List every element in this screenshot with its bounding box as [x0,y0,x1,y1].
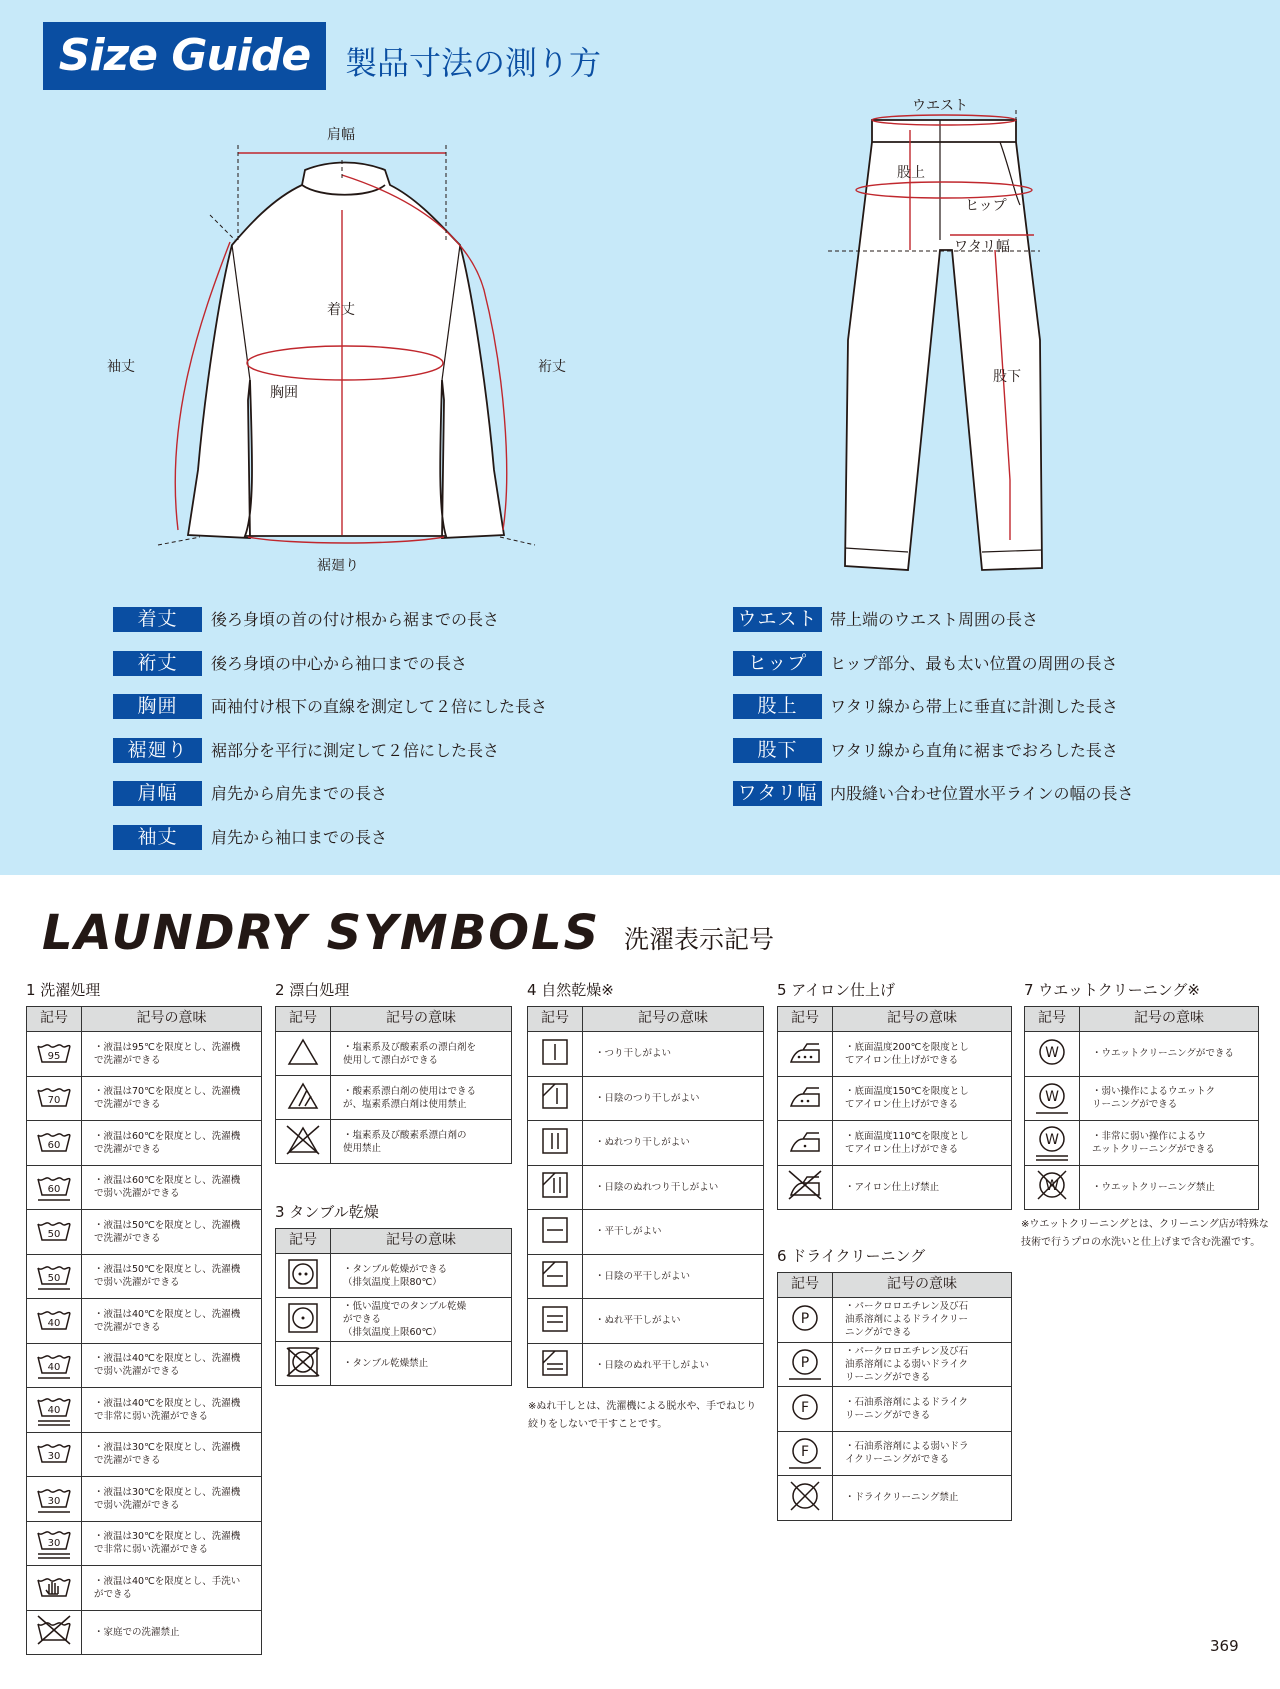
symbol-row [778,1342,1011,1387]
definition-term: 股上 [733,694,822,719]
label-sodetake: 袖丈 [107,359,135,375]
definition-desc: 肩先から袖口までの長さ [211,827,388,847]
svg-text:30: 30 [47,1451,61,1463]
svg-text:50: 50 [47,1273,61,1285]
symbol-meaning: ・液温は50℃を限度とし、洗濯機 で弱い洗濯ができる [94,1264,241,1289]
section-title: 1 洗濯処理 [26,981,101,999]
symbol-table [275,1006,512,1164]
definition-desc: 後ろ身頃の首の付け根から裾までの長さ [211,610,500,629]
wash-section [26,980,262,1655]
tubx-icon [27,1611,82,1655]
tri-icon [276,1032,331,1075]
svg-text:70: 70 [47,1095,61,1107]
symbol-row [27,1432,261,1477]
symbol-row [27,1387,261,1432]
symbol-row [276,1031,511,1075]
size-guide-subtitle: 製品寸法の測り方 [345,44,602,82]
symbol-meaning: ・低い温度でのタンブル乾燥 ができる （排気温度上限60℃） [343,1301,467,1338]
symbol-row [27,1254,261,1299]
symbol-meaning: ・ドライクリーニング禁止 [845,1492,959,1504]
symbol-row [778,1165,1011,1210]
symbol-row [528,1209,763,1254]
symbol-meaning: ・塩素系及び酸素系の漂白剤を 使用して漂白ができる [343,1041,477,1066]
symbol-row [27,1031,261,1076]
symbol-row [276,1075,511,1119]
symbol-row [276,1119,511,1163]
definition-term: 肩幅 [113,781,202,806]
tub-icon [27,1121,82,1165]
svg-text:W: W [1045,1089,1059,1106]
svg-text:60: 60 [47,1139,61,1151]
symbol-meaning: ・液温は50℃を限度とし、洗濯機 で洗濯ができる [94,1219,241,1244]
symbol-row [528,1254,763,1299]
symbol-row [276,1297,511,1341]
label-susomawari: 裾廻り [317,558,359,574]
symbol-meaning: ・パークロロエチレン及び石 油系溶剤による弱いドライク リーニングができる [845,1345,969,1383]
tub-icon [27,1077,82,1121]
symbol-row [778,1475,1011,1520]
tumble1-icon [276,1298,331,1341]
symbol-table [1024,1006,1259,1210]
symbol-row [276,1341,511,1385]
symbol-meaning: ・パークロロエチレン及び石 油系溶剤によるドライクリー ニングができる [845,1301,969,1339]
label-waist: ウエスト [912,98,968,114]
svg-text:40: 40 [47,1404,61,1416]
symbol-row [778,1031,1011,1076]
symbol-meaning: ・酸素系漂白剤の使用はできる が、塩素系漂白剤は使用禁止 [343,1085,477,1110]
tub-icon [27,1388,82,1432]
col-meaning-header: 記号の意味 [1134,1010,1204,1026]
tub-icon [27,1477,82,1521]
definition-desc: ワタリ線から帯上に垂直に計測した長さ [830,697,1118,716]
label-watari: ワタリ幅 [954,239,1010,255]
svg-text:40: 40 [47,1317,61,1329]
symbol-row [778,1297,1011,1342]
symbol-table [275,1228,512,1386]
symbol-meaning: ・ウエットクリーニング禁止 [1092,1181,1215,1193]
symbol-row [778,1431,1011,1476]
definition-desc: 両袖付け根下の直線を測定して２倍にした長さ [211,697,548,716]
d2-icon [528,1121,583,1165]
svg-text:W: W [1045,1044,1059,1061]
symbol-meaning: ・液温は95℃を限度とし、洗濯機 で洗濯ができる [94,1041,241,1066]
dry-note: ※ぬれ干しとは、洗濯機による脱水や、手でねじり 絞りをしないで干すことです。 [528,1401,757,1430]
circle-icon [778,1343,833,1387]
svg-text:W: W [1045,1178,1059,1195]
symbol-row [528,1076,763,1121]
symbol-meaning: ・底面温度150℃を限度とし てアイロン仕上げができる [845,1086,969,1111]
symbol-row [778,1120,1011,1165]
symbol-meaning: ・液温は40℃を限度とし、洗濯機 で洗濯ができる [94,1308,241,1333]
h2s-icon [528,1344,583,1388]
d2s-icon [528,1166,583,1210]
page-number: 369 [1210,1637,1239,1655]
label-yukitake: 裄丈 [538,359,566,375]
definition-term: ヒップ [733,651,822,676]
symbol-meaning: ・タンブル乾燥ができる （排気温度上限80℃） [343,1263,448,1288]
symbol-table [777,1272,1012,1521]
definition-desc: 内股縫い合わせ位置水平ラインの幅の長さ [830,784,1134,803]
symbol-meaning: ・液温は40℃を限度とし、手洗い ができる [94,1575,241,1600]
label-kitake: 着丈 [327,302,355,318]
tub-icon [27,1522,82,1566]
symbol-meaning: ・日陰のぬれ平干しがよい [595,1359,710,1371]
symbol-meaning: ・塩素系及び酸素系漂白剤の 使用禁止 [343,1129,467,1154]
svg-text:F: F [800,1399,810,1416]
symbol-meaning: ・液温は40℃を限度とし、洗濯機 で弱い洗濯ができる [94,1353,241,1378]
col-symbol-header: 記号 [27,1007,82,1031]
col-symbol-header: 記号 [1025,1007,1080,1031]
definition-desc: ワタリ線から直角に裾までおろした長さ [830,740,1118,760]
symbol-meaning: ・つり干しがよい [595,1048,672,1060]
jacket-drawing [188,163,504,539]
svg-text:30: 30 [47,1538,61,1550]
h2-icon [528,1299,583,1343]
col-meaning-header: 記号の意味 [136,1010,207,1026]
svg-text:50: 50 [47,1228,61,1240]
symbol-row [27,1165,261,1210]
label-matashita: 股下 [993,369,1021,385]
d1s-icon [528,1077,583,1121]
definition-term: 着丈 [113,607,202,632]
label-katahaba: 肩幅 [327,127,355,143]
symbol-row [778,1386,1011,1431]
col-meaning-header: 記号の意味 [386,1010,456,1026]
tumble2-icon [276,1254,331,1297]
d1-icon [528,1032,583,1076]
symbol-meaning: ・底面温度110℃を限度とし てアイロン仕上げができる [845,1130,969,1155]
label-munemawari: 胸囲 [270,385,298,401]
iron1-icon [778,1121,833,1165]
h1s-icon [528,1255,583,1299]
symbol-meaning: ・ぬれ平干しがよい [595,1315,681,1327]
tub-icon [27,1344,82,1388]
symbol-meaning: ・液温は30℃を限度とし、洗濯機 で非常に弱い洗濯ができる [94,1531,241,1556]
circle-icon [1025,1077,1080,1121]
symbol-row [27,1120,261,1165]
definition-term: ウエスト [733,607,822,632]
col-symbol-header: 記号 [276,1007,331,1031]
symbol-row [1025,1031,1258,1076]
definition-term: 袖丈 [113,825,202,850]
symbol-meaning: ・非常に弱い操作によるウ エットクリーニングができる [1092,1130,1215,1155]
symbol-row [27,1521,261,1566]
natural-dry-section [527,980,764,1388]
symbol-row [528,1120,763,1165]
definition-desc: ヒップ部分、最も太い位置の周囲の長さ [830,653,1118,673]
circle-icon [1025,1032,1080,1076]
size-guide-badge: Size Guide [43,22,326,90]
svg-text:W: W [1045,1131,1059,1148]
h1-icon [528,1210,583,1254]
symbol-meaning: ・底面温度200℃を限度とし てアイロン仕上げができる [845,1041,969,1066]
laundry-title: LAUNDRY SYMBOLS [42,905,601,961]
iron2-icon [778,1077,833,1121]
symbol-row [27,1610,261,1655]
symbol-row [528,1165,763,1210]
section-title: 6 ドライクリーニング [777,1247,926,1265]
symbol-meaning: ・弱い操作によるウエットク リーニングができる [1092,1086,1216,1111]
circle-icon [778,1387,833,1431]
definition-desc: 肩先から肩先までの長さ [211,784,388,803]
definition-desc: 裾部分を平行に測定して２倍にした長さ [211,740,500,760]
symbol-row [528,1343,763,1388]
symbol-row [27,1298,261,1343]
wet-note: ※ウエットクリーニングとは、クリーニング店が特殊な 技術で行うプロの水洗いと仕上げまで含む洗濯です。 [1021,1219,1269,1248]
symbol-meaning: ・ウエットクリーニングができる [1092,1048,1234,1060]
bleach-section [275,980,512,1164]
svg-text:60: 60 [47,1184,61,1196]
section-title: 3 タンブル乾燥 [275,1203,379,1221]
symbol-meaning: ・日陰のつり干しがよい [595,1092,700,1104]
hand-icon [27,1566,82,1610]
label-hip: ヒップ [965,198,1007,214]
symbol-meaning: ・アイロン仕上げ禁止 [845,1181,940,1193]
symbol-row [1025,1120,1258,1165]
section-title: 2 漂白処理 [275,981,350,999]
trilines-icon [276,1076,331,1119]
symbol-meaning: ・液温は70℃を限度とし、洗濯機 で洗濯ができる [94,1086,241,1111]
symbol-meaning: ・液温は30℃を限度とし、洗濯機 で洗濯ができる [94,1442,241,1467]
symbol-row [27,1565,261,1610]
svg-text:40: 40 [47,1362,61,1374]
definition-desc: 帯上端のウエスト周囲の長さ [830,610,1039,629]
definition-term: ワタリ幅 [733,781,822,806]
symbol-table [777,1006,1012,1210]
definition-term: 裄丈 [113,651,202,676]
tub-icon [27,1210,82,1254]
svg-text:95: 95 [47,1050,61,1062]
symbol-table [527,1006,764,1388]
definition-term: 股下 [733,738,822,763]
symbol-meaning: ・液温は30℃を限度とし、洗濯機 で弱い洗濯ができる [94,1486,241,1511]
iron3-icon [778,1032,833,1076]
label-matagami: 股上 [897,165,925,181]
svg-text:P: P [800,1355,810,1372]
symbol-row [27,1076,261,1121]
symbol-row [778,1076,1011,1121]
symbol-row [528,1298,763,1343]
symbol-row [27,1476,261,1521]
laundry-subtitle: 洗濯表示記号 [624,925,775,954]
dryclean-section [777,1246,1012,1521]
definition-term: 胸囲 [113,694,202,719]
trix-icon [276,1120,331,1163]
tub-icon [27,1032,82,1076]
section-title: 4 自然乾燥※ [527,981,614,999]
symbol-meaning: ・液温は60℃を限度とし、洗濯機 で洗濯ができる [94,1130,241,1155]
symbol-meaning: ・家庭での洗濯禁止 [94,1626,180,1638]
symbol-row [27,1209,261,1254]
wetclean-section [1024,980,1259,1210]
col-meaning-header: 記号の意味 [887,1010,957,1026]
col-meaning-header: 記号の意味 [386,1232,456,1248]
symbol-meaning: ・平干しがよい [595,1226,662,1238]
symbol-row [528,1031,763,1076]
circlex-icon [1025,1166,1080,1210]
section-title: 7 ウエットクリーニング※ [1024,981,1200,999]
symbol-meaning: ・石油系溶剤による弱いドラ イクリーニングができる [845,1441,969,1466]
col-symbol-header: 記号 [528,1007,583,1031]
definition-term: 裾廻り [113,738,202,763]
symbol-meaning: ・液温は40℃を限度とし、洗濯機 で非常に弱い洗濯ができる [94,1397,241,1422]
symbol-meaning: ・日陰のぬれつり干しがよい [595,1181,719,1193]
tub-icon [27,1166,82,1210]
col-symbol-header: 記号 [778,1007,833,1031]
trouser-drawing [845,120,1042,570]
circle-icon [778,1432,833,1476]
symbol-meaning: ・液温は60℃を限度とし、洗濯機 で弱い洗濯ができる [94,1175,241,1200]
symbol-row [27,1343,261,1388]
symbol-meaning: ・タンブル乾燥禁止 [343,1358,429,1369]
symbol-meaning: ・日陰の平干しがよい [595,1270,691,1282]
tumble-section [275,1202,512,1386]
symbol-table [26,1006,262,1655]
symbol-row [1025,1076,1258,1121]
symbol-row [276,1253,511,1297]
tub-icon [27,1433,82,1477]
section-title: 5 アイロン仕上げ [777,981,895,999]
circle-icon [1025,1121,1080,1165]
tumblex-icon [276,1342,331,1385]
svg-text:P: P [800,1310,810,1327]
svg-text:F: F [800,1444,810,1461]
iron-section [777,980,1012,1210]
tub-icon [27,1255,82,1299]
definition-desc: 後ろ身頃の中心から袖口までの長さ [211,653,468,673]
svg-text:30: 30 [47,1495,61,1507]
circle-icon [778,1298,833,1342]
col-meaning-header: 記号の意味 [638,1010,708,1026]
circlex-icon [778,1476,833,1520]
col-symbol-header: 記号 [276,1229,331,1253]
tub-icon [27,1299,82,1343]
garment-diagrams [0,90,1280,590]
ironx-icon [778,1166,833,1210]
symbol-meaning: ・石油系溶剤によるドライク リーニングができる [845,1396,969,1421]
symbol-meaning: ・ぬれつり干しがよい [595,1137,690,1149]
col-symbol-header: 記号 [778,1273,833,1297]
col-meaning-header: 記号の意味 [887,1276,957,1292]
symbol-row [1025,1165,1258,1210]
